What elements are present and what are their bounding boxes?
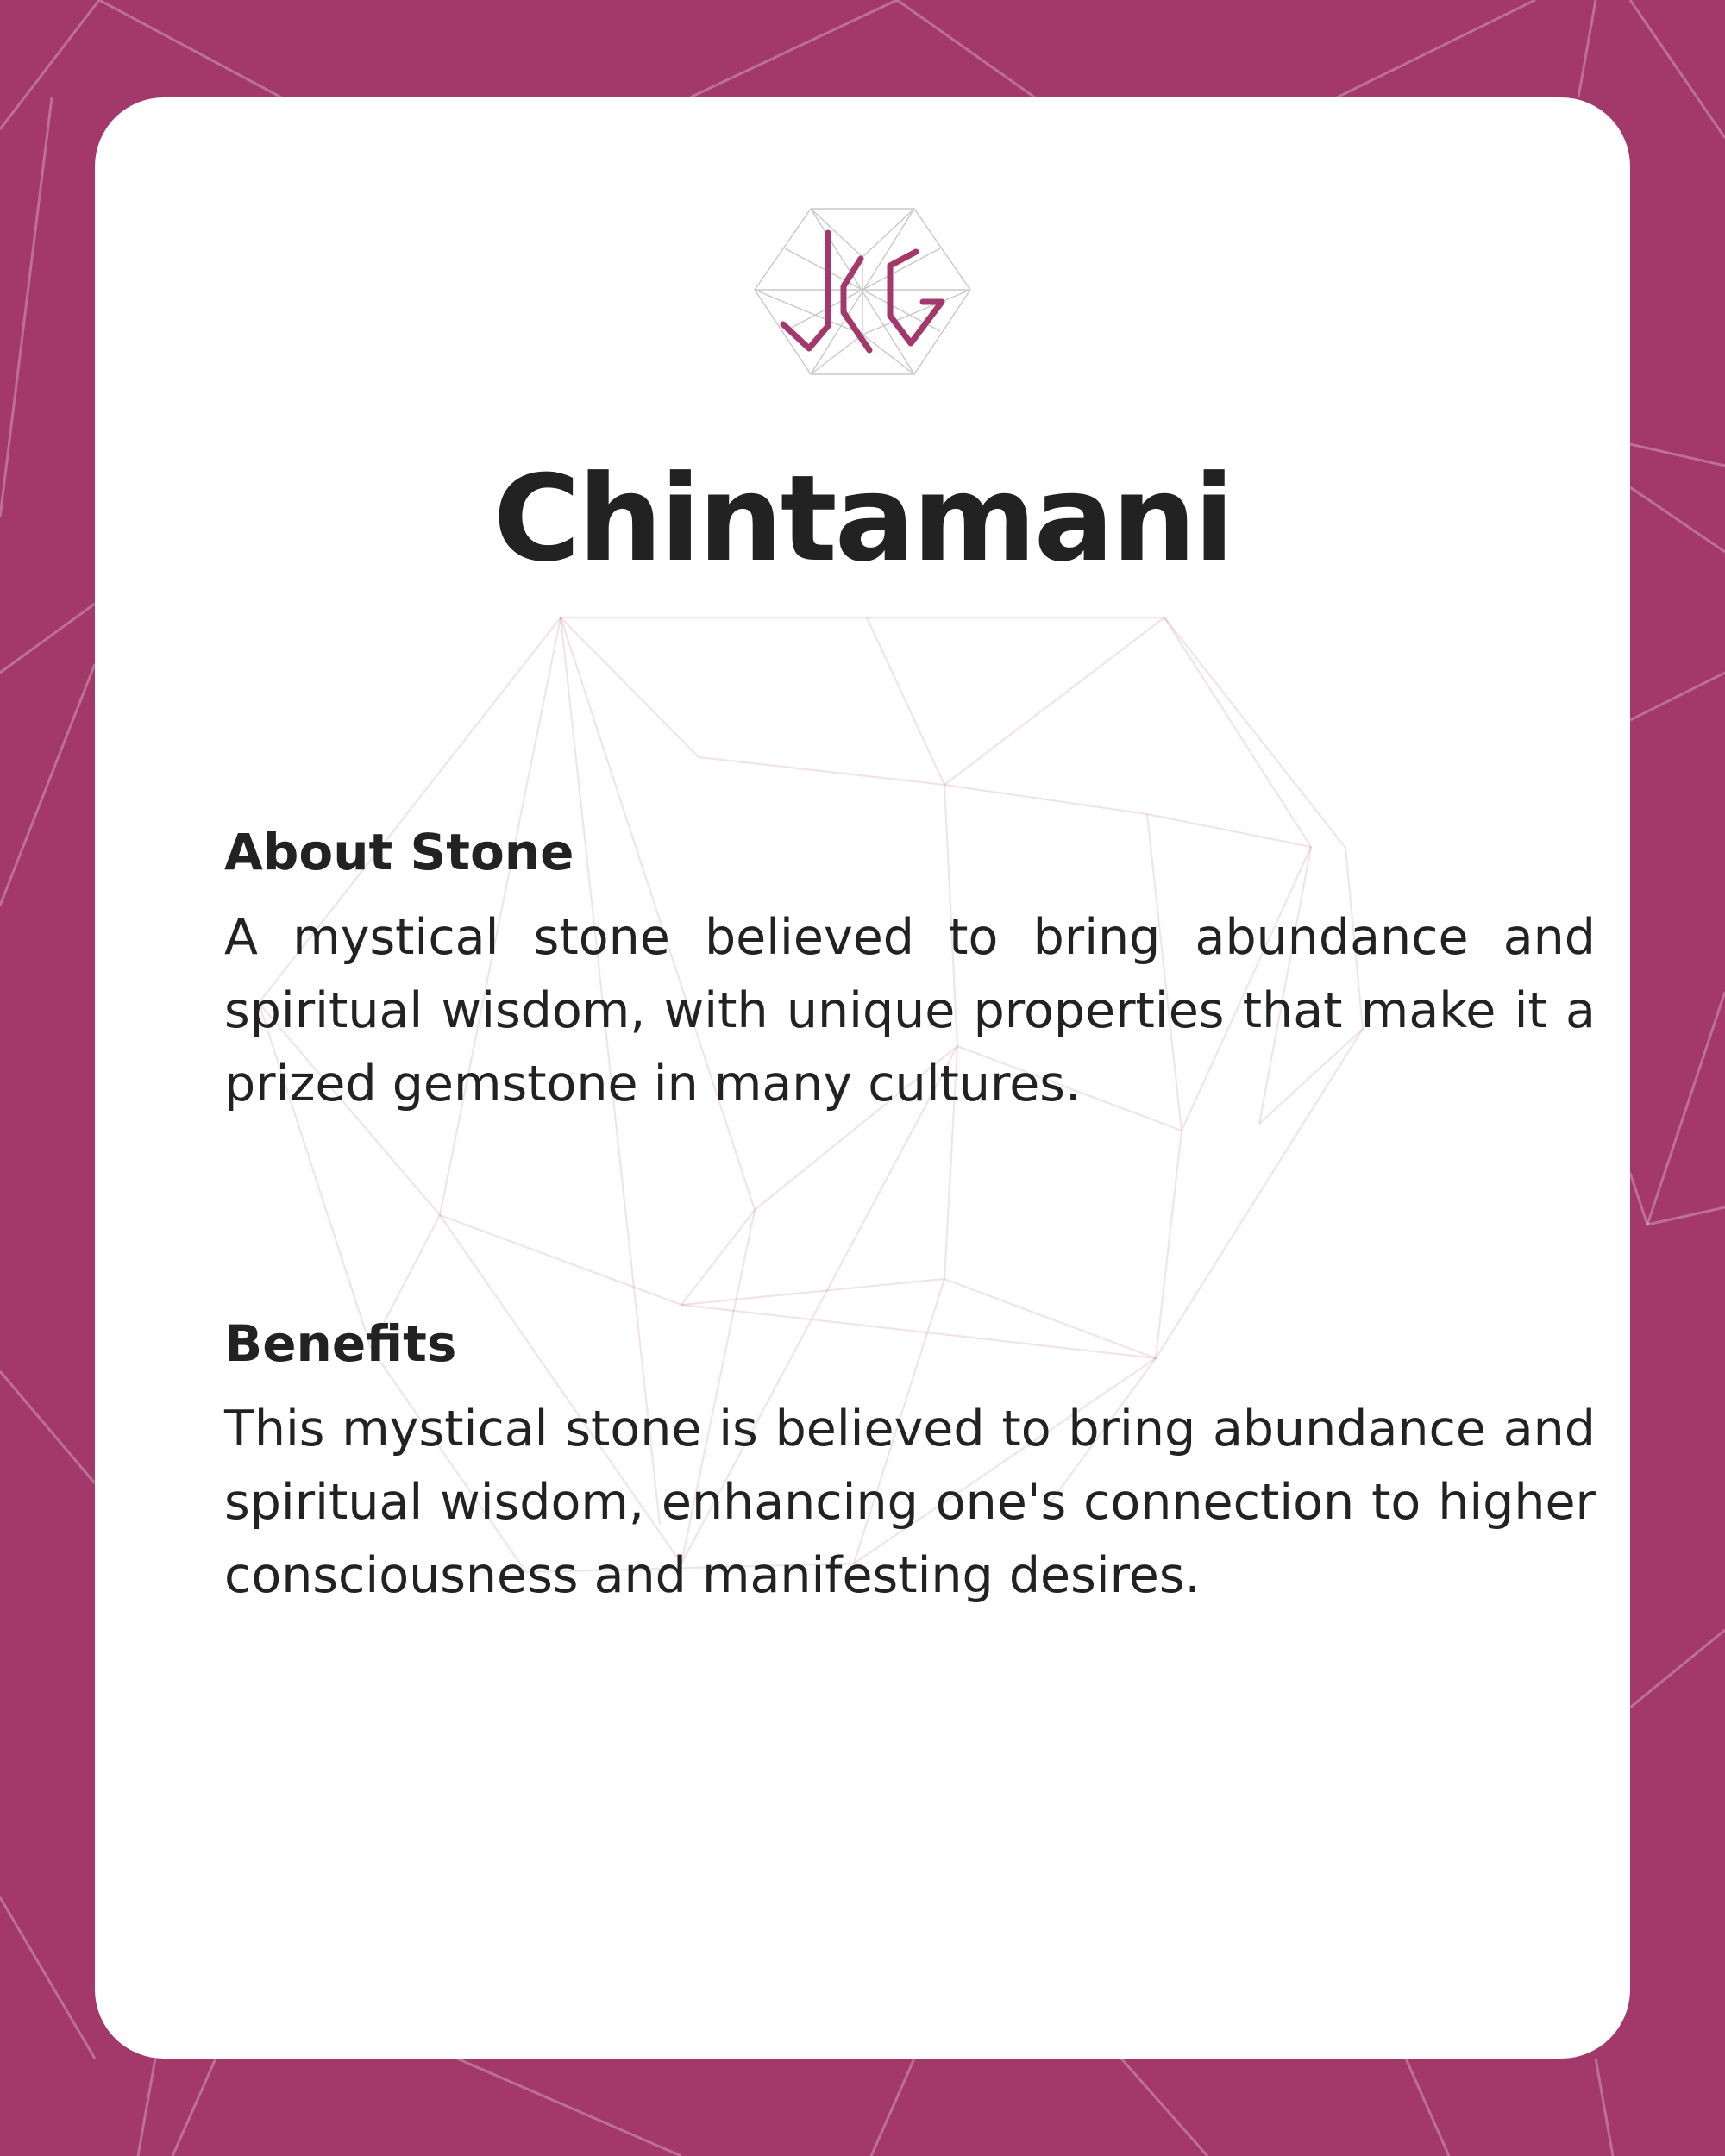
benefits-section <box>224 1313 1596 1613</box>
jcg-logo <box>750 205 975 378</box>
stone-info-card <box>95 97 1630 2059</box>
benefits-text: This mystical stone is believed to bring abundance and spiritual wisdom, enhancing one's connection to higher consciousness and manifesting desires. <box>224 1401 1596 1604</box>
benefits-heading: Benefits <box>224 1314 457 1373</box>
about-stone-section <box>224 822 1596 1121</box>
about-stone-text: A mystical stone believed to bring abundance and spiritual wisdom, with unique properties that make it a prized gemstone in many cultures. <box>224 909 1596 1112</box>
stone-name-title: Chintamani <box>492 449 1233 588</box>
about-stone-heading: About Stone <box>224 823 574 881</box>
